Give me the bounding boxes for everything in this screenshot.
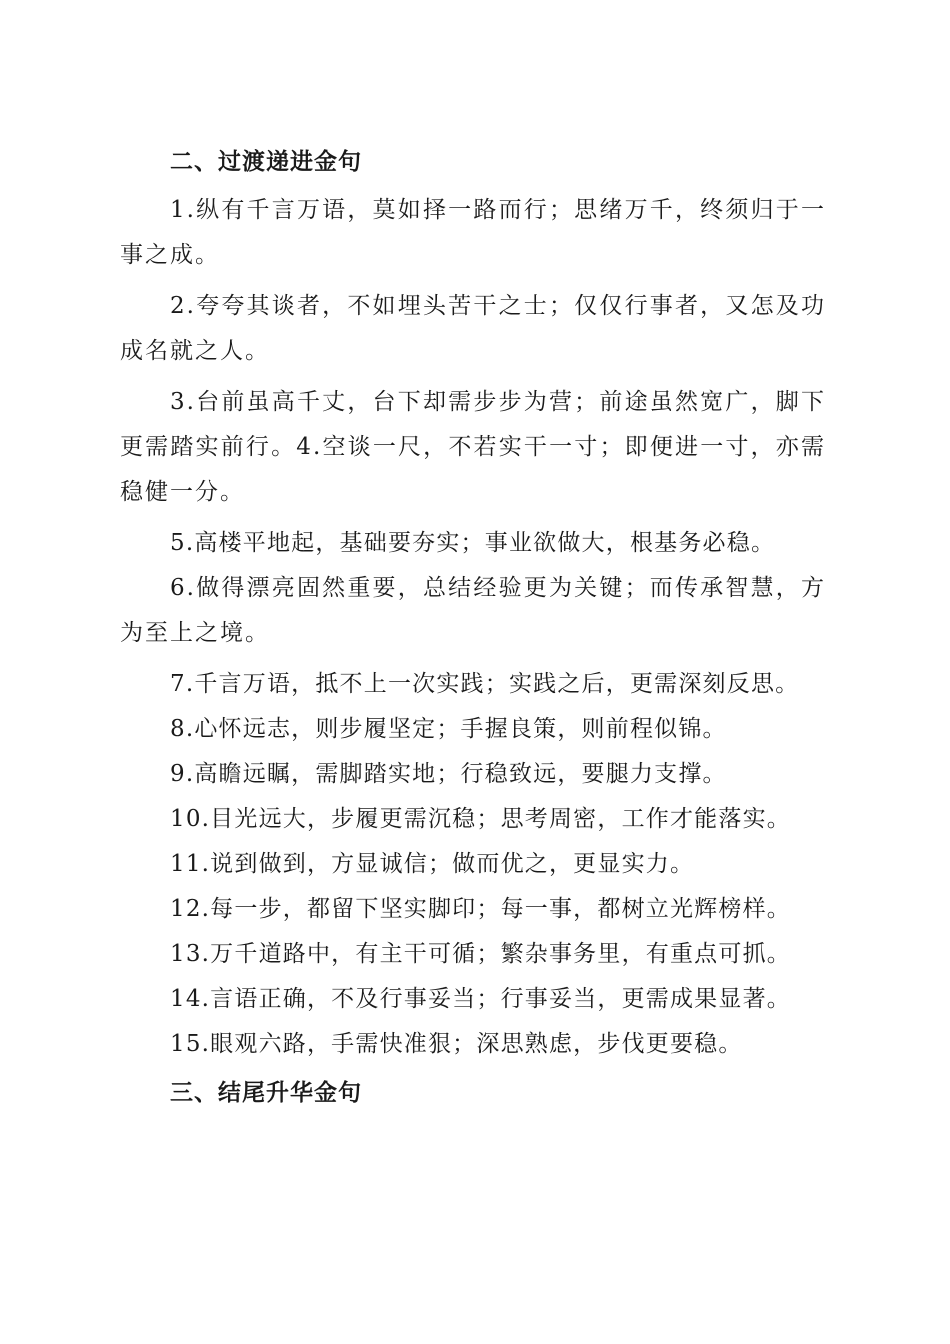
quote-item-9: 9.高瞻远瞩，需脚踏实地；行稳致远，要腿力支撑。 bbox=[170, 761, 727, 787]
quote-item-1: 1.纵有千言万语，莫如择一路而行；思绪万千，终须归于一事之成。 bbox=[120, 197, 826, 268]
quote-item-3-4: 3.台前虽高千丈，台下却需步步为营；前途虽然宽广，脚下更需踏实前行。4.空谈一尺，不若实干一寸；即便进一寸，亦需稳健一分。 bbox=[120, 389, 826, 505]
quote-item-13: 13.万千道路中，有主干可循；繁杂事务里，有重点可抓。 bbox=[170, 941, 791, 967]
section-heading-transition: 二、过渡递进金句 bbox=[170, 149, 362, 175]
quote-item-14: 14.言语正确，不及行事妥当；行事妥当，更需成果显著。 bbox=[170, 986, 791, 1012]
section-heading-conclusion: 三、结尾升华金句 bbox=[170, 1080, 362, 1106]
quote-item-12: 12.每一步，都留下坚实脚印；每一事，都树立光辉榜样。 bbox=[170, 896, 791, 922]
document-page bbox=[120, 142, 826, 1113]
quote-item-11: 11.说到做到，方显诚信；做而优之，更显实力。 bbox=[170, 851, 695, 877]
quote-item-6: 6.做得漂亮固然重要，总结经验更为关键；而传承智慧，方为至上之境。 bbox=[120, 575, 826, 646]
quote-item-10: 10.目光远大，步履更需沉稳；思考周密，工作才能落实。 bbox=[170, 806, 791, 832]
quote-item-7: 7.千言万语，抵不上一次实践；实践之后，更需深刻反思。 bbox=[170, 671, 800, 697]
quote-item-15: 15.眼观六路，手需快准狠；深思熟虑，步伐更要稳。 bbox=[170, 1031, 743, 1057]
quote-item-2: 2.夸夸其谈者，不如埋头苦干之士；仅仅行事者，又怎及功成名就之人。 bbox=[120, 293, 826, 364]
quote-item-5: 5.高楼平地起，基础要夯实；事业欲做大，根基务必稳。 bbox=[170, 530, 776, 556]
quote-item-8: 8.心怀远志，则步履坚定；手握良策，则前程似锦。 bbox=[170, 716, 727, 742]
